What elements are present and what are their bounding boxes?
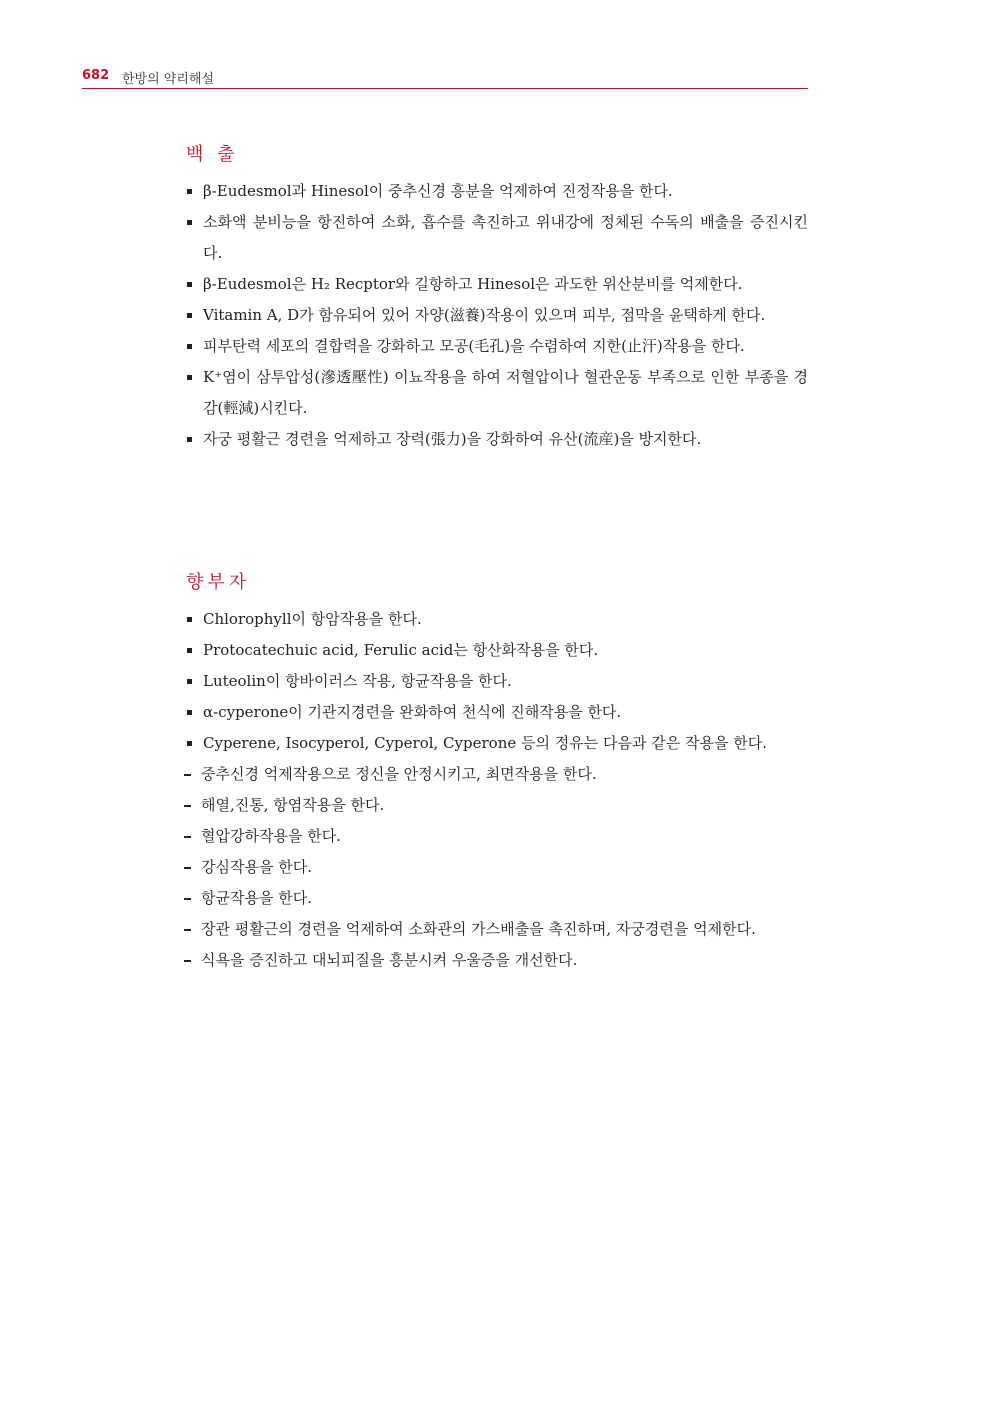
section-title: 백 출 [186, 144, 239, 165]
list-item-text: 식욕을 증진하고 대뇌피질을 흥분시켜 우울증을 개선한다. [201, 951, 578, 969]
sub-list-item [184, 852, 808, 883]
list-item [186, 728, 808, 759]
list-item-text: 혈압강하작용을 한다. [201, 827, 341, 845]
list-item [186, 666, 808, 697]
sub-list-item [184, 821, 808, 852]
list-item-text: 항균작용을 한다. [201, 889, 312, 907]
list-item [186, 362, 808, 424]
list-item-text: β-Eudesmol은 H₂ Recptor와 길항하고 Hinesol은 과도한 위산분비를 억제한다. [203, 275, 743, 293]
sub-list-item [184, 945, 808, 976]
sub-list-item [184, 914, 808, 945]
list-item-text: β-Eudesmol과 Hinesol이 중추신경 흥분을 억제하여 진정작용을 한다. [203, 182, 673, 200]
list-item-text: α-cyperone이 기관지경련을 완화하여 천식에 진해작용을 한다. [203, 703, 622, 721]
list-item-text: 장관 평활근의 경련을 억제하여 소화관의 가스배출을 촉진하며, 자궁경련을 억제한다. [201, 920, 756, 938]
list-item [186, 269, 808, 300]
list-item-text: Chlorophyll이 항암작용을 한다. [203, 610, 422, 628]
list-item-text: 해열,진통, 항염작용을 한다. [201, 796, 385, 814]
list-item [186, 604, 808, 635]
list-item-text: 자궁 평활근 경련을 억제하고 장력(張力)을 강화하여 유산(流産)을 방지한다. [203, 430, 702, 448]
section-baekchul [186, 140, 808, 455]
list-item-text: K⁺염이 삼투압성(滲透壓性) 이뇨작용을 하여 저혈압이나 혈관운동 부족으로 인한 부종을 경감(輕減)시킨다. [203, 368, 808, 417]
list-item [186, 207, 808, 269]
list-item-text: 소화액 분비능을 항진하여 소화, 흡수를 촉진하고 위내강에 정체된 수독의 배출을 증진시킨다. [203, 213, 808, 262]
sub-list-item [184, 883, 808, 914]
list-item-text: 강심작용을 한다. [201, 858, 312, 876]
page-number: 682 [82, 68, 110, 83]
running-title: 한방의 약리해설 [122, 72, 215, 87]
list-item [186, 176, 808, 207]
list-item-text: 중추신경 억제작용으로 정신을 안정시키고, 최면작용을 한다. [201, 765, 597, 783]
list-item-text: 피부탄력 세포의 결합력을 강화하고 모공(毛孔)을 수렴하여 지한(止汗)작용을 한다. [203, 337, 745, 355]
section-title: 향부자 [186, 572, 251, 593]
list-item [186, 300, 808, 331]
sub-list-item [184, 790, 808, 821]
list-item-text: Cyperene, Isocyperol, Cyperol, Cyperone 등의 정유는 다음과 같은 작용을 한다. [203, 734, 767, 752]
list-item-text: Protocatechuic acid, Ferulic acid는 항산화작용을 한다. [203, 641, 599, 659]
page-header [82, 64, 808, 89]
list-item-text: Luteolin이 항바이러스 작용, 항균작용을 한다. [203, 672, 512, 690]
list-item [186, 635, 808, 666]
list-item-text: Vitamin A, D가 함유되어 있어 자양(滋養)작용이 있으며 피부, 점막을 윤택하게 한다. [203, 306, 766, 324]
list-item [186, 697, 808, 728]
list-item [186, 331, 808, 362]
list-item [186, 424, 808, 455]
section-hyangbuja [186, 568, 808, 976]
sub-list-item [184, 759, 808, 790]
